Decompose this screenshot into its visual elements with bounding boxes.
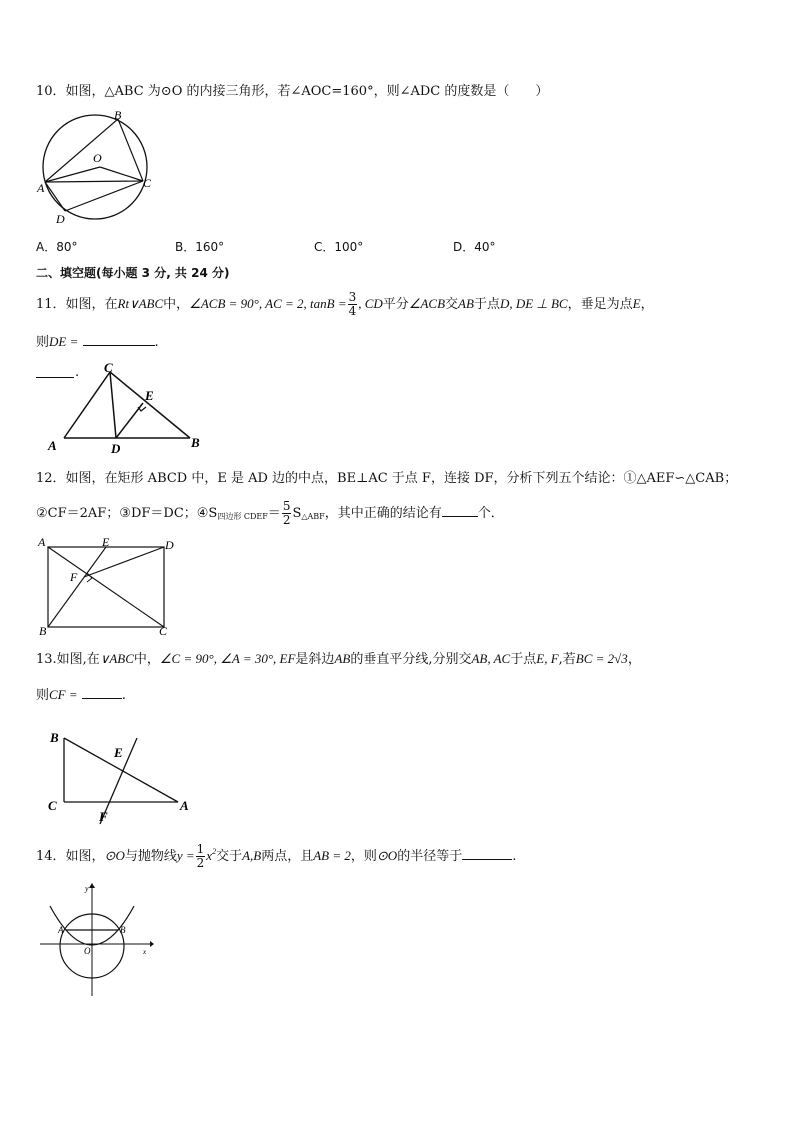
- q10-text: 10．如图，△ABC 为⊙O 的内接三角形，若∠AOC=160°，则∠ADC 的度数是（ ）: [36, 84, 549, 99]
- q11-triangle-figure: [40, 360, 210, 456]
- q14-line1: 14．如图，⊙O与抛物线y = $\frac{1}{2}$ $x^2$交于A,B两点，且AB = 2，则⊙O的半径等于 .: [36, 842, 517, 870]
- q12-label-c: C: [159, 624, 168, 638]
- q10-option-c: C．100°: [314, 240, 364, 254]
- q13-line2: 则CF = .: [36, 687, 126, 703]
- q11-label-e: E: [145, 388, 154, 403]
- q10-label-a: A: [37, 181, 45, 195]
- q11-label-b: B: [191, 435, 200, 450]
- q13-answer-blank: [82, 686, 122, 699]
- q13-label-c: C: [48, 798, 57, 813]
- q10-option-d: D．40°: [453, 240, 496, 254]
- q13-triangle-figure: [42, 724, 202, 830]
- q11-line1: 11．如图，在Rt∨ABC中，∠ACB = 90°, AC = 2, tanB = $\frac{3}{4}$ , CD平分∠ACB交AB于点D, DE ⊥ BC，垂足为点E，: [36, 290, 654, 318]
- q13-label-f: F: [99, 809, 108, 824]
- q12-rectangle-figure: [34, 534, 184, 640]
- q14-answer-blank: [462, 847, 512, 860]
- q10-option-a: A．80°: [36, 240, 78, 254]
- q11-label-d: D: [111, 441, 121, 456]
- q14-label-a: A: [58, 925, 64, 935]
- q14-fraction: $\frac{1}{2}$: [196, 842, 205, 870]
- q12-answer-blank: [442, 504, 478, 517]
- q12-line2: ②CF＝2AF；③DF＝DC；$④S_{四边形 CDEF}=$ $\frac{5}{2}$ $S_{\triangle ABF}$，其中正确的结论有 个．: [36, 499, 504, 527]
- q10-option-b: B．160°: [175, 240, 225, 254]
- q11-fraction: $\frac{3}{4}$: [348, 290, 357, 318]
- q11-label-a: A: [48, 438, 57, 453]
- q14-label-y: y: [85, 884, 89, 893]
- q13-label-a: A: [180, 798, 189, 813]
- q12-label-b: B: [39, 624, 47, 638]
- q12-line1: 12．如图，在矩形 ABCD 中，E 是 AD 边的中点，BE⊥AC 于点 F，连接 DF，分析下列五个结论：①△AEF∽△CAB；: [36, 471, 738, 486]
- q11-answer-blank: [83, 333, 155, 346]
- q12-label-a: A: [38, 535, 46, 549]
- q13-label-e: E: [114, 745, 123, 760]
- q13-label-b: B: [50, 730, 59, 745]
- q12-label-d: D: [165, 538, 174, 552]
- q11-line2: 则DE = .: [36, 334, 159, 350]
- q10-circle-figure: [30, 104, 160, 228]
- q10-label-c: C: [143, 176, 152, 190]
- q10-label-b: B: [114, 108, 122, 122]
- q11-stray-dot: .: [75, 365, 80, 380]
- q14-label-o: O: [84, 946, 91, 956]
- q13-line1: 13.如图,在∨ABC中，∠C = 90°, ∠A = 30°, EF是斜边AB的垂直平分线,分别交AB, AC于点E, F,若BC = 2√3，: [36, 651, 641, 667]
- q11-label-c: C: [104, 360, 113, 375]
- q12-fraction: $\frac{5}{2}$: [282, 499, 291, 527]
- q14-label-x: x: [143, 948, 147, 956]
- q12-label-f: F: [70, 570, 78, 584]
- q12-label-e: E: [102, 535, 110, 549]
- q10-label-o: O: [93, 151, 102, 165]
- q14-label-b: B: [120, 925, 126, 935]
- q10-label-d: D: [56, 212, 65, 226]
- q14-parabola-figure: [36, 880, 156, 1000]
- section-header: 二、填空题(每小题 3 分, 共 24 分): [36, 266, 230, 280]
